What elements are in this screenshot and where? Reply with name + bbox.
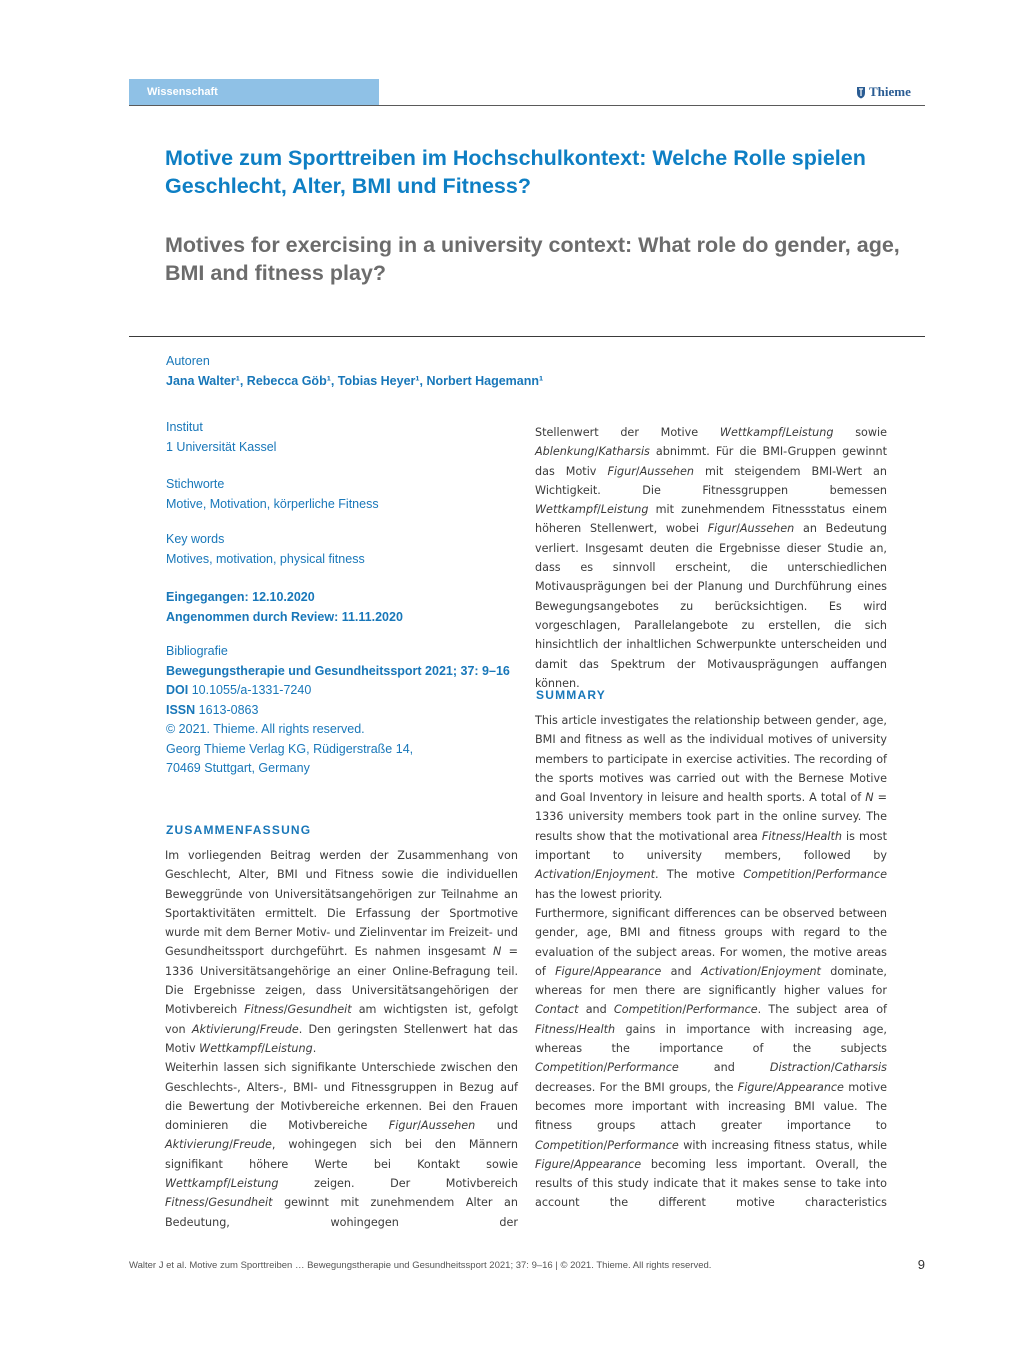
publisher-address-line-2: 70469 Stuttgart, Germany [166,761,310,775]
article-title-german: Motive zum Sporttreiben im Hochschulkontext: Welche Rolle spielen Geschlecht, Alter, BMI und Fitness? [165,146,866,198]
section-tag: Wissenschaft [129,79,379,105]
received-date: Eingegangen: 12.10.2020 [166,590,315,604]
abstract-german-paragraph-2: Weiterhin lassen sich signifikante Unterschiede zwischen den Geschlechts-, Alters-, BMI- und Fitnessgruppen in Bezug auf die Bewertung der Motivbereiche erkennen. Bei den Frauen dominieren die Motivbereiche Figur/Aussehen und Aktivierung/Freude, wohingegen sich bei den Männern signifikant höhere Werte bei Kontakt sowie Wettkampf/Leistung zeigen. Der Motivbereich Fitness/Gesundheit gewinnt mit zunehmendem Alter an Bedeutung, wohingegen der [165,1061,518,1229]
institute-block [166,418,276,457]
publisher-address-line-1: Georg Thieme Verlag KG, Rüdigerstraße 14, [166,741,414,756]
publisher-logo [856,83,911,101]
issn-label: ISSN [166,702,196,717]
authors-block [166,352,543,391]
header-rule [129,105,925,106]
abstract-english-paragraph-1: This article investigates the relationship between gender, age, BMI and fitness as well as the individual motives of university members to participate in exercise activities. The recording of the sports motives was carried out with the Bernese Motive and Goal Inventory in leisure and health sports. A total of N = 1336 university members took part in the online survey. The results show that the motivational area Fitness/Health is most important to university members, followed by Activation/Enjoyment. The motive Competition/Performance has the lowest priority. [535,714,887,901]
issn-line [166,701,510,721]
keywords-en-label: Key words [166,532,225,546]
bibliography-block [166,642,510,779]
abstract-german-body [165,846,518,1232]
thieme-crest-icon [856,86,866,99]
keywords-de-block [166,475,379,514]
abstract-german-continuation [535,423,887,693]
keywords-de-value: Motive, Motivation, körperliche Fitness [166,496,379,511]
title-separator [129,336,925,337]
copyright-line: © 2021. Thieme. All rights reserved. [166,722,365,736]
page-number: 9 [917,1257,925,1272]
authors-label: Autoren [166,354,210,368]
footer-citation: Walter J et al. Motive zum Sporttreiben … Bewegungstherapie und Gesundheitssport 2021; 37: 9–16 | © 2021. Thieme. All rights reserved. [129,1260,712,1271]
doi-label: DOI [166,683,189,697]
doi-line [166,681,510,701]
publisher-name: Thieme [869,84,911,99]
abstract-english-paragraph-2: Furthermore, significant differences can be observed between gender, age, BMI and fitness groups with regard to the evaluation of the subject areas. For women, the motive areas of Figure/Appearance and Activation/Enjoyment dominate, whereas for men there are significantly higher values for Contact and Competition/Performance. The subject area of Fitness/Health gains in importance with increasing age, whereas the importance of the subjects Competition/Performance and Distraction/Catharsis decreases. For the BMI groups, the Figure/Appearance motive becomes more important with increasing BMI value. The fitness groups attach greater importance to Competition/Performance with increasing fitness status, while Figure/Appearance becoming less important. Overall, the results of this study indicate that it makes sense to take into account the different motive characteristics [535,906,887,1210]
keywords-en-value: Motives, motivation, physical fitness [166,551,365,566]
institute-label: Institut [166,420,203,434]
abstract-english-body [535,711,887,1213]
keywords-de-label: Stichworte [166,477,225,491]
summary-heading: SUMMARY [536,688,606,702]
bibliography-label: Bibliografie [166,644,228,658]
journal-citation: Bewegungstherapie und Gesundheitssport 2021; 37: 9–16 [166,663,510,678]
article-title-english: Motives for exercising in a university context: What role do gender, age, BMI and fitness play? [165,233,900,285]
abstract-german-paragraph-2-continued: Stellenwert der Motive Wettkampf/Leistung sowie Ablenkung/Katharsis abnimmt. Für die BMI-Gruppen gewinnt das Motiv Figur/Aussehen mit steigendem BMI-Wert an Wichtigkeit. Die Fitnessgruppen bemessen Wettkampf/Leistung mit zunehmendem Fitnessstatus einem höheren Stellenwert, wobei Figur/Aussehen an Bedeutung verliert. Insgesamt deuten die Ergebnisse dieser Studie an, dass es sinnvoll erscheint, die unterschiedlichen Motivausprägungen bei der Planung und Durchführung eines Bewegungsangebotes zu berücksichtigen. Es wird vorgeschlagen, Parallelangebote zu erstellen, die sich hinsichtlich der inhaltlichen Schwerpunkte unterscheiden und damit das Spektrum der Motivausprägungen auffangen können. [535,426,888,690]
authors-names: Jana Walter¹, Rebecca Göb¹, Tobias Heyer¹, Norbert Hagemann¹ [166,373,544,388]
doi-link[interactable]: 10.1055/a-1331-7240 [191,683,312,697]
zusammenfassung-heading: ZUSAMMENFASSUNG [166,823,312,837]
institute-value: 1 Universität Kassel [166,439,277,454]
abstract-german-paragraph-1: Im vorliegenden Beitrag werden der Zusammenhang von Geschlecht, Alter, BMI und Fitness sowie die individuellen Beweggründe von Universitätsangehörigen zur Teilnahme an Sportaktivitäten ermittelt. Die Erfassung der Sportmotive wurde mit dem Berner Motiv- und Zielinventar im Freizeit- und Gesundheitssport durchgeführt. Es nahmen insgesamt N = 1336 Universitätsangehörige an einer Online-Befragung teil. Die Ergebnisse zeigen, dass Universitätsangehörigen der Motivbereich Fitness/Gesundheit am wichtigsten ist, gefolgt von Aktivierung/Freude. Den geringsten Stellenwert hat das Motiv Wettkampf/Leistung. [165,849,518,1055]
issn-value: 1613-0863 [198,702,259,717]
accepted-date: Angenommen durch Review: 11.11.2020 [166,609,403,624]
keywords-en-block [166,530,365,569]
dates-block [166,588,403,627]
